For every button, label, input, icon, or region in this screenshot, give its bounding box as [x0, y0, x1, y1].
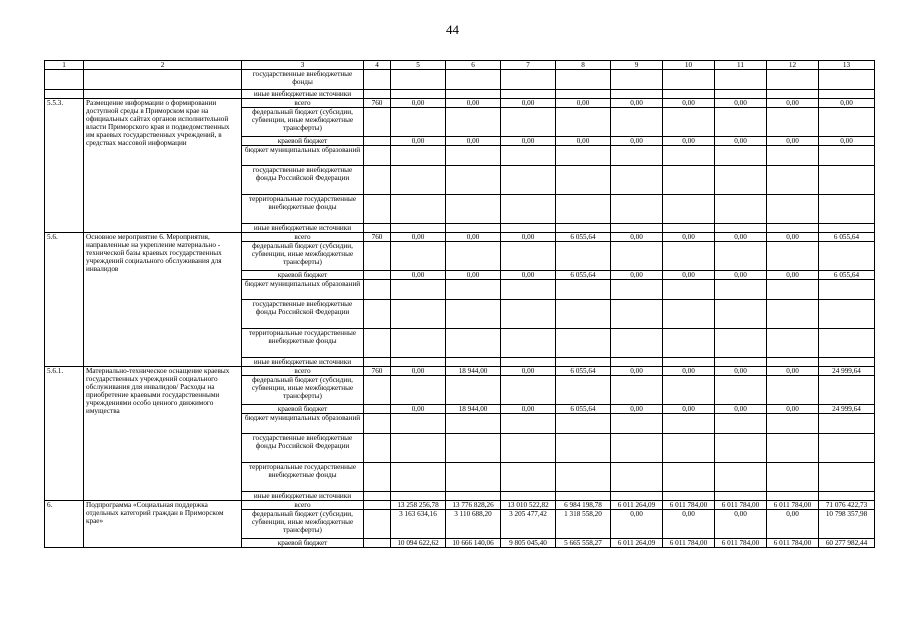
- value-cell: 0,00: [391, 99, 446, 108]
- value-cell: 0,00: [501, 271, 556, 280]
- header-cell: 5: [391, 61, 446, 70]
- source-label: всего: [242, 233, 364, 242]
- value-cell: 0,00: [715, 137, 767, 146]
- col4-value: 760: [364, 233, 391, 242]
- table-row: [45, 501, 875, 510]
- header-cell: 9: [611, 61, 663, 70]
- source-label: государственные внебюджетные фонды Российской Федерации: [242, 300, 364, 329]
- value-cell: 0,00: [767, 233, 819, 242]
- value-cell: 0,00: [611, 233, 663, 242]
- value-cell: 24 999,64: [819, 367, 875, 376]
- value-cell: 0,00: [391, 137, 446, 146]
- value-cell: 0,00: [556, 99, 611, 108]
- value-cell: 0,00: [391, 367, 446, 376]
- value-cell: 0,00: [391, 405, 446, 414]
- value-cell: 0,00: [556, 137, 611, 146]
- source-label: территориальные государственные внебюджетные фонды: [242, 195, 364, 224]
- source-label: иные внебюджетные источники: [242, 224, 364, 233]
- source-label: государственные внебюджетные фонды Российской Федерации: [242, 434, 364, 463]
- row-code: 5.6.: [45, 233, 84, 367]
- value-cell: 6 984 198,78: [556, 501, 611, 510]
- value-cell: 0,00: [611, 99, 663, 108]
- value-cell: 6 011 784,00: [663, 539, 715, 548]
- source-label: краевой бюджет: [242, 137, 364, 146]
- value-cell: 6 011 784,00: [767, 539, 819, 548]
- row-code: 5.5.3.: [45, 99, 84, 233]
- source-label: всего: [242, 99, 364, 108]
- value-cell: 6 011 784,00: [715, 539, 767, 548]
- header-cell: 3: [242, 61, 364, 70]
- source-label: всего: [242, 501, 364, 510]
- value-cell: 6 055,64: [556, 271, 611, 280]
- source-label: краевой бюджет: [242, 539, 364, 548]
- value-cell: 5 665 558,27: [556, 539, 611, 548]
- source-label: федеральный бюджет (субсидии, субвенции, иные межбюджетные трансферты): [242, 242, 364, 271]
- source-label: государственные внебюджетные фонды: [242, 70, 364, 90]
- value-cell: 10 798 357,98: [819, 510, 875, 539]
- value-cell: 0,00: [767, 405, 819, 414]
- value-cell: 0,00: [501, 99, 556, 108]
- value-cell: 0,00: [501, 137, 556, 146]
- value-cell: 0,00: [391, 271, 446, 280]
- source-label: иные внебюджетные источники: [242, 492, 364, 501]
- header-cell: 12: [767, 61, 819, 70]
- value-cell: 6 011 264,09: [611, 539, 663, 548]
- value-cell: 0,00: [611, 510, 663, 539]
- value-cell: 0,00: [819, 137, 875, 146]
- value-cell: 71 076 422,73: [819, 501, 875, 510]
- value-cell: 0,00: [611, 367, 663, 376]
- header-cell: 2: [84, 61, 242, 70]
- source-label: всего: [242, 367, 364, 376]
- value-cell: 0,00: [663, 510, 715, 539]
- table-row: [45, 233, 875, 242]
- value-cell: 13 258 256,78: [391, 501, 446, 510]
- row-description: Подпрограмма «Социальная поддержка отдельных категорий граждан в Приморском крае»: [84, 501, 242, 548]
- source-label: федеральный бюджет (субсидии, субвенции, иные межбюджетные трансферты): [242, 510, 364, 539]
- value-cell: 6 055,64: [819, 233, 875, 242]
- value-cell: 0,00: [715, 510, 767, 539]
- value-cell: 6 055,64: [556, 405, 611, 414]
- table-row: [45, 99, 875, 108]
- value-cell: 60 277 982,44: [819, 539, 875, 548]
- value-cell: 6 011 784,00: [663, 501, 715, 510]
- source-label: бюджет муниципальных образований: [242, 414, 364, 434]
- value-cell: 0,00: [446, 137, 501, 146]
- row-code: 5.6.1.: [45, 367, 84, 501]
- value-cell: 0,00: [663, 271, 715, 280]
- table-row: [45, 70, 875, 90]
- row-description: Размещение информации о формировании доступной среды в Приморском крае на официальных сайтах органов исполнительной власти Приморского края и подведомственных им краевых государственных учреждений, в средствах массовой информации: [84, 99, 242, 233]
- value-cell: 0,00: [501, 405, 556, 414]
- table-row: [45, 367, 875, 376]
- value-cell: 3 110 688,20: [446, 510, 501, 539]
- value-cell: 9 805 045,40: [501, 539, 556, 548]
- source-label: территориальные государственные внебюджетные фонды: [242, 463, 364, 492]
- source-label: государственные внебюджетные фонды Российской Федерации: [242, 166, 364, 195]
- value-cell: 0,00: [715, 233, 767, 242]
- value-cell: 10 094 622,62: [391, 539, 446, 548]
- value-cell: 0,00: [446, 233, 501, 242]
- value-cell: 13 776 828,26: [446, 501, 501, 510]
- value-cell: 0,00: [715, 99, 767, 108]
- header-cell: 11: [715, 61, 767, 70]
- header-cell: 8: [556, 61, 611, 70]
- value-cell: 0,00: [446, 271, 501, 280]
- value-cell: 18 944,00: [446, 367, 501, 376]
- row-code: 6.: [45, 501, 84, 548]
- value-cell: 0,00: [715, 367, 767, 376]
- value-cell: 0,00: [501, 233, 556, 242]
- row-description: Основное мероприятие 6. Мероприятия, направленные на укрепление материально - технической базы краевых государственных учреждений социального обслуживания для инвалидов: [84, 233, 242, 367]
- value-cell: 6 011 784,00: [767, 501, 819, 510]
- value-cell: 10 666 140,06: [446, 539, 501, 548]
- value-cell: 0,00: [715, 405, 767, 414]
- value-cell: 0,00: [767, 367, 819, 376]
- value-cell: 6 011 784,00: [715, 501, 767, 510]
- source-label: территориальные государственные внебюджетные фонды: [242, 329, 364, 358]
- table-row: [45, 90, 875, 99]
- header-cell: 6: [446, 61, 501, 70]
- value-cell: 6 055,64: [556, 233, 611, 242]
- value-cell: 0,00: [663, 367, 715, 376]
- col4-value: 760: [364, 367, 391, 376]
- source-label: федеральный бюджет (субсидии, субвенции, иные межбюджетные трансферты): [242, 108, 364, 137]
- value-cell: 0,00: [767, 271, 819, 280]
- value-cell: 0,00: [663, 405, 715, 414]
- value-cell: 0,00: [663, 137, 715, 146]
- value-cell: 3 205 477,42: [501, 510, 556, 539]
- source-label: краевой бюджет: [242, 271, 364, 280]
- source-label: бюджет муниципальных образований: [242, 280, 364, 300]
- value-cell: 6 011 264,09: [611, 501, 663, 510]
- value-cell: 0,00: [767, 510, 819, 539]
- source-label: краевой бюджет: [242, 405, 364, 414]
- value-cell: 0,00: [611, 271, 663, 280]
- value-cell: 0,00: [767, 137, 819, 146]
- page-number: 44: [446, 22, 459, 37]
- source-label: иные внебюджетные источники: [242, 90, 364, 99]
- value-cell: 0,00: [767, 99, 819, 108]
- budget-table: [44, 60, 875, 548]
- value-cell: 0,00: [663, 233, 715, 242]
- value-cell: 6 055,64: [819, 271, 875, 280]
- header-cell: 1: [45, 61, 84, 70]
- value-cell: 0,00: [611, 405, 663, 414]
- value-cell: 0,00: [819, 99, 875, 108]
- value-cell: 0,00: [611, 137, 663, 146]
- value-cell: 0,00: [391, 233, 446, 242]
- header-row: [45, 61, 875, 70]
- value-cell: 0,00: [446, 99, 501, 108]
- value-cell: 18 944,00: [446, 405, 501, 414]
- source-label: федеральный бюджет (субсидии, субвенции, иные межбюджетные трансферты): [242, 376, 364, 405]
- header-cell: 7: [501, 61, 556, 70]
- value-cell: 1 318 558,20: [556, 510, 611, 539]
- header-cell: 10: [663, 61, 715, 70]
- source-label: иные внебюджетные источники: [242, 358, 364, 367]
- col4-value: [364, 501, 391, 510]
- value-cell: 24 999,64: [819, 405, 875, 414]
- value-cell: 13 010 522,82: [501, 501, 556, 510]
- value-cell: 0,00: [715, 271, 767, 280]
- value-cell: 0,00: [501, 367, 556, 376]
- source-label: бюджет муниципальных образований: [242, 146, 364, 166]
- row-description: Материально-техническое оснащение краевых государственных учреждений социального обслуживания для инвалидов/ Расходы на приобретение краевыми государственными учреждениями особо ценного движимого имущества: [84, 367, 242, 501]
- header-cell: 13: [819, 61, 875, 70]
- value-cell: 6 055,64: [556, 367, 611, 376]
- col4-value: 760: [364, 99, 391, 108]
- header-cell: 4: [364, 61, 391, 70]
- value-cell: 3 163 634,16: [391, 510, 446, 539]
- value-cell: 0,00: [663, 99, 715, 108]
